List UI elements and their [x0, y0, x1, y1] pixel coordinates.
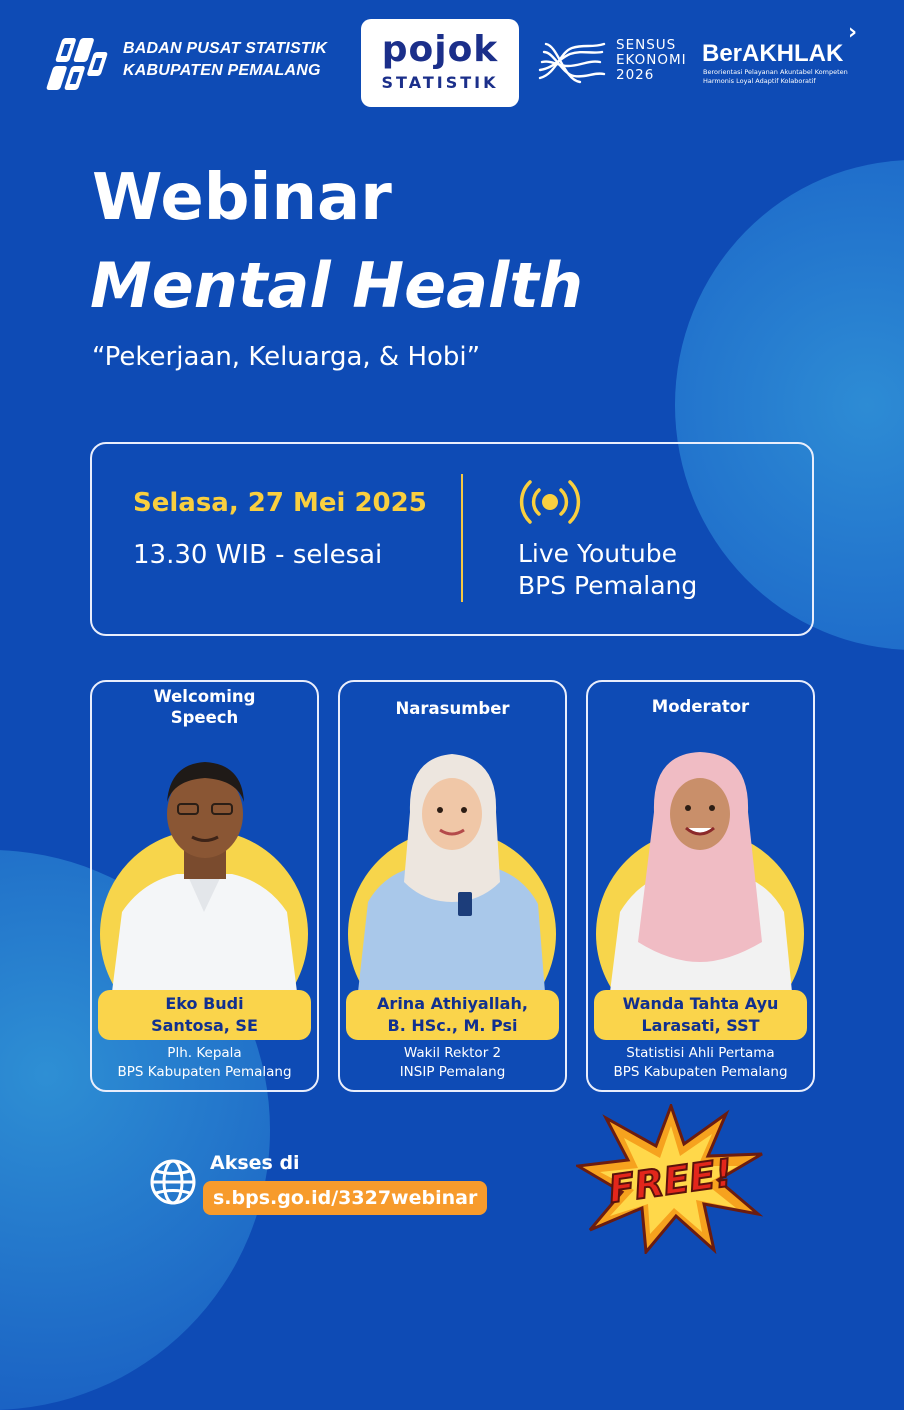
live-line2: BPS Pemalang [518, 571, 698, 600]
speaker-name-line2: Santosa, SE [151, 1016, 258, 1035]
speaker-photo-female-2 [588, 742, 813, 992]
live-youtube-text [518, 538, 697, 602]
speaker-card-moderator [586, 680, 815, 1092]
speaker-desc-line1: Wakil Rektor 2 [403, 1045, 502, 1061]
speaker-name-line1: Wanda Tahta Ayu [622, 994, 779, 1013]
access-label: Akses di [210, 1152, 300, 1174]
access-link[interactable]: s.bps.go.id/3327webinar [203, 1181, 487, 1215]
page-subtitle: “Pekerjaan, Keluarga, & Hobi” [92, 342, 481, 372]
page-title-line1: Webinar [92, 161, 392, 235]
event-info-box [90, 442, 814, 636]
speaker-name-line1: Eko Budi [165, 994, 244, 1013]
speaker-card-welcoming [90, 680, 319, 1092]
speaker-name [346, 990, 559, 1040]
speaker-role-line1: Welcoming [153, 687, 256, 706]
speaker-desc-line2: BPS Kabupaten Pemalang [613, 1064, 788, 1080]
speaker-description [340, 1044, 565, 1082]
se-line3: 2026 [616, 67, 655, 83]
free-badge-burst-icon [576, 1104, 766, 1254]
speaker-name [98, 990, 311, 1040]
speaker-name [594, 990, 807, 1040]
event-time: 13.30 WIB - selesai [133, 540, 383, 570]
speaker-desc-line2: BPS Kabupaten Pemalang [117, 1064, 292, 1080]
speaker-card-narasumber [338, 680, 567, 1092]
berakhlak-logo-title: BerAKHLAK [702, 40, 844, 67]
sensus-ekonomi-text [616, 38, 687, 83]
bps-name-line1: BADAN PUSAT STATISTIK [123, 40, 328, 57]
speaker-description [588, 1044, 813, 1082]
speaker-name-line2: B. HSc., M. Psi [387, 1016, 518, 1035]
speaker-desc-line1: Plh. Kepala [167, 1045, 242, 1061]
event-date: Selasa, 27 Mei 2025 [133, 488, 427, 518]
speaker-name-line1: Arina Athiyallah, [377, 994, 528, 1013]
speaker-photo-male [92, 742, 317, 992]
speaker-role [92, 686, 317, 728]
free-badge-text: FREE! [605, 1150, 736, 1212]
speaker-desc-line1: Statistisi Ahli Pertama [626, 1045, 775, 1061]
speaker-name-line2: Larasati, SST [641, 1016, 760, 1035]
bps-name [123, 38, 327, 82]
pojok-logo-sub: STATISTIK [381, 73, 499, 92]
speaker-description [92, 1044, 317, 1082]
se-line2: EKONOMI [616, 52, 687, 68]
speaker-role-line2: Speech [170, 708, 239, 727]
bps-name-line2: KABUPATEN PEMALANG [123, 62, 321, 79]
pojok-logo-word: pojok [381, 29, 499, 70]
pojok-statistik-logo [361, 19, 519, 107]
speaker-desc-line2: INSIP Pemalang [399, 1064, 506, 1080]
speaker-role [588, 696, 813, 717]
speaker-role-line1: Moderator [651, 697, 750, 716]
sensus-ekonomi-logo-icon [536, 38, 608, 86]
page-title-line2: Mental Health [90, 249, 584, 322]
bps-logo-icon [40, 34, 112, 96]
speaker-photo-female-1 [340, 742, 565, 992]
se-line1: SENSUS [616, 37, 677, 53]
speaker-role [340, 698, 565, 719]
info-divider [461, 474, 463, 602]
berakhlak-chevron-icon: › [848, 20, 858, 45]
speaker-role-line1: Narasumber [395, 699, 510, 718]
berakhlak-logo-subtitle: Berorientasi Pelayanan Akuntabel Kompeten Harmonis Loyal Adaptif Kolaboratif [703, 68, 848, 85]
live-line1: Live Youtube [518, 539, 677, 568]
broadcast-icon [518, 478, 582, 526]
globe-icon [148, 1157, 198, 1207]
